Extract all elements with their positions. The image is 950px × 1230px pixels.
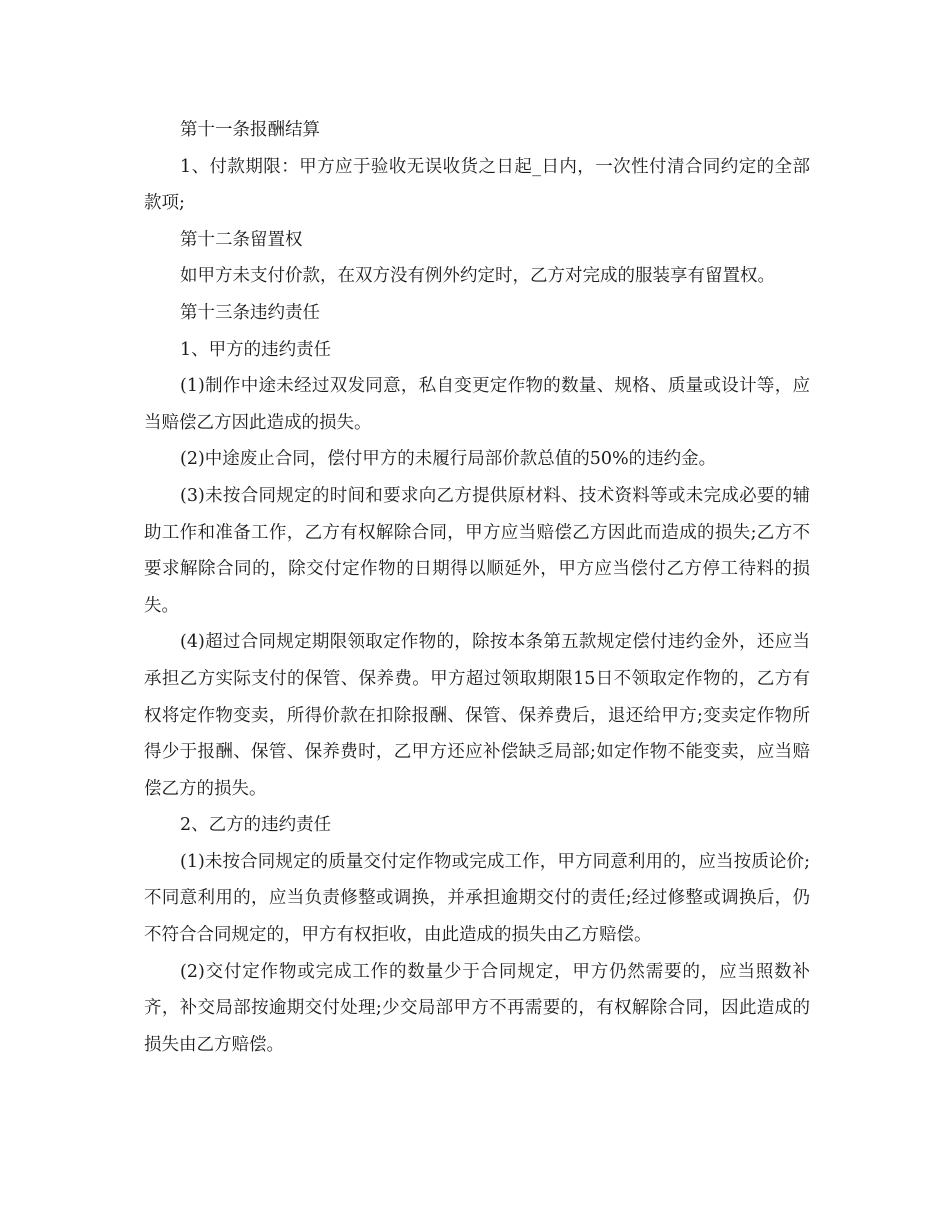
party-a-clause-2: (2)中途废止合同，偿付甲方的未履行局部价款总值的50%的违约金。 [180, 449, 717, 470]
party-b-clause-2: (2)交付定作物或完成工作的数量少于合同规定，甲方仍然需要的，应当照数补齐，补交局部按逾期交付处理;少交局部甲方不再需要的，有权解除合同，因此造成的损失由乙方赔偿。 [144, 961, 810, 1055]
party-a-clause-4: (4)超过合同规定期限领取定作物的，除按本条第五款规定偿付违约金外，还应当承担乙方实际支付的保管、保养费。甲方超过领取期限15日不领取定作物的，乙方有权将定作物变卖，所得价款在扣除报酬、保管、保养费后，退还给甲方;变卖定作物所得少于报酬、保管、保养费时，乙甲方还应补偿缺乏局部;如定作物不能变卖，应当赔偿乙方的损失。 [144, 632, 810, 799]
payment-term-paragraph: 1、付款期限：甲方应于验收无误收货之日起_日内，一次性付清合同约定的全部款项; [144, 156, 810, 214]
party-b-liability-heading: 2、乙方的违约责任 [180, 815, 332, 836]
party-a-liability-heading: 1、甲方的违约责任 [180, 339, 332, 360]
party-a-clause-1: (1)制作中途未经过双发同意，私自变更定作物的数量、规格、质量或设计等，应当赔偿乙方因此造成的损失。 [144, 376, 810, 433]
article-13-heading: 第十三条违约责任 [180, 302, 320, 323]
article-12-heading: 第十二条留置权 [180, 229, 303, 250]
article-11-heading: 第十一条报酬结算 [180, 120, 320, 140]
party-a-clause-3: (3)未按合同规定的时间和要求向乙方提供原材料、技术资料等或未完成必要的辅助工作和准备工作，乙方有权解除合同，甲方应当赔偿乙方因此而造成的损失;乙方不要求解除合同的，除交付定作物的日期得以顺延外，甲方应当偿付乙方停工待料的损失。 [144, 485, 810, 616]
document-body [144, 112, 810, 1063]
party-b-clause-1: (1)未按合同规定的质量交付定作物或完成工作，甲方同意利用的，应当按质论价;不同意利用的，应当负责修整或调换，并承担逾期交付的责任;经过修整或调换后，仍不符合合同规定的，甲方有权拒收，由此造成的损失由乙方赔偿。 [144, 851, 810, 946]
lien-paragraph: 如甲方未支付价款，在双方没有例外约定时，乙方对完成的服装享有留置权。 [180, 266, 775, 287]
